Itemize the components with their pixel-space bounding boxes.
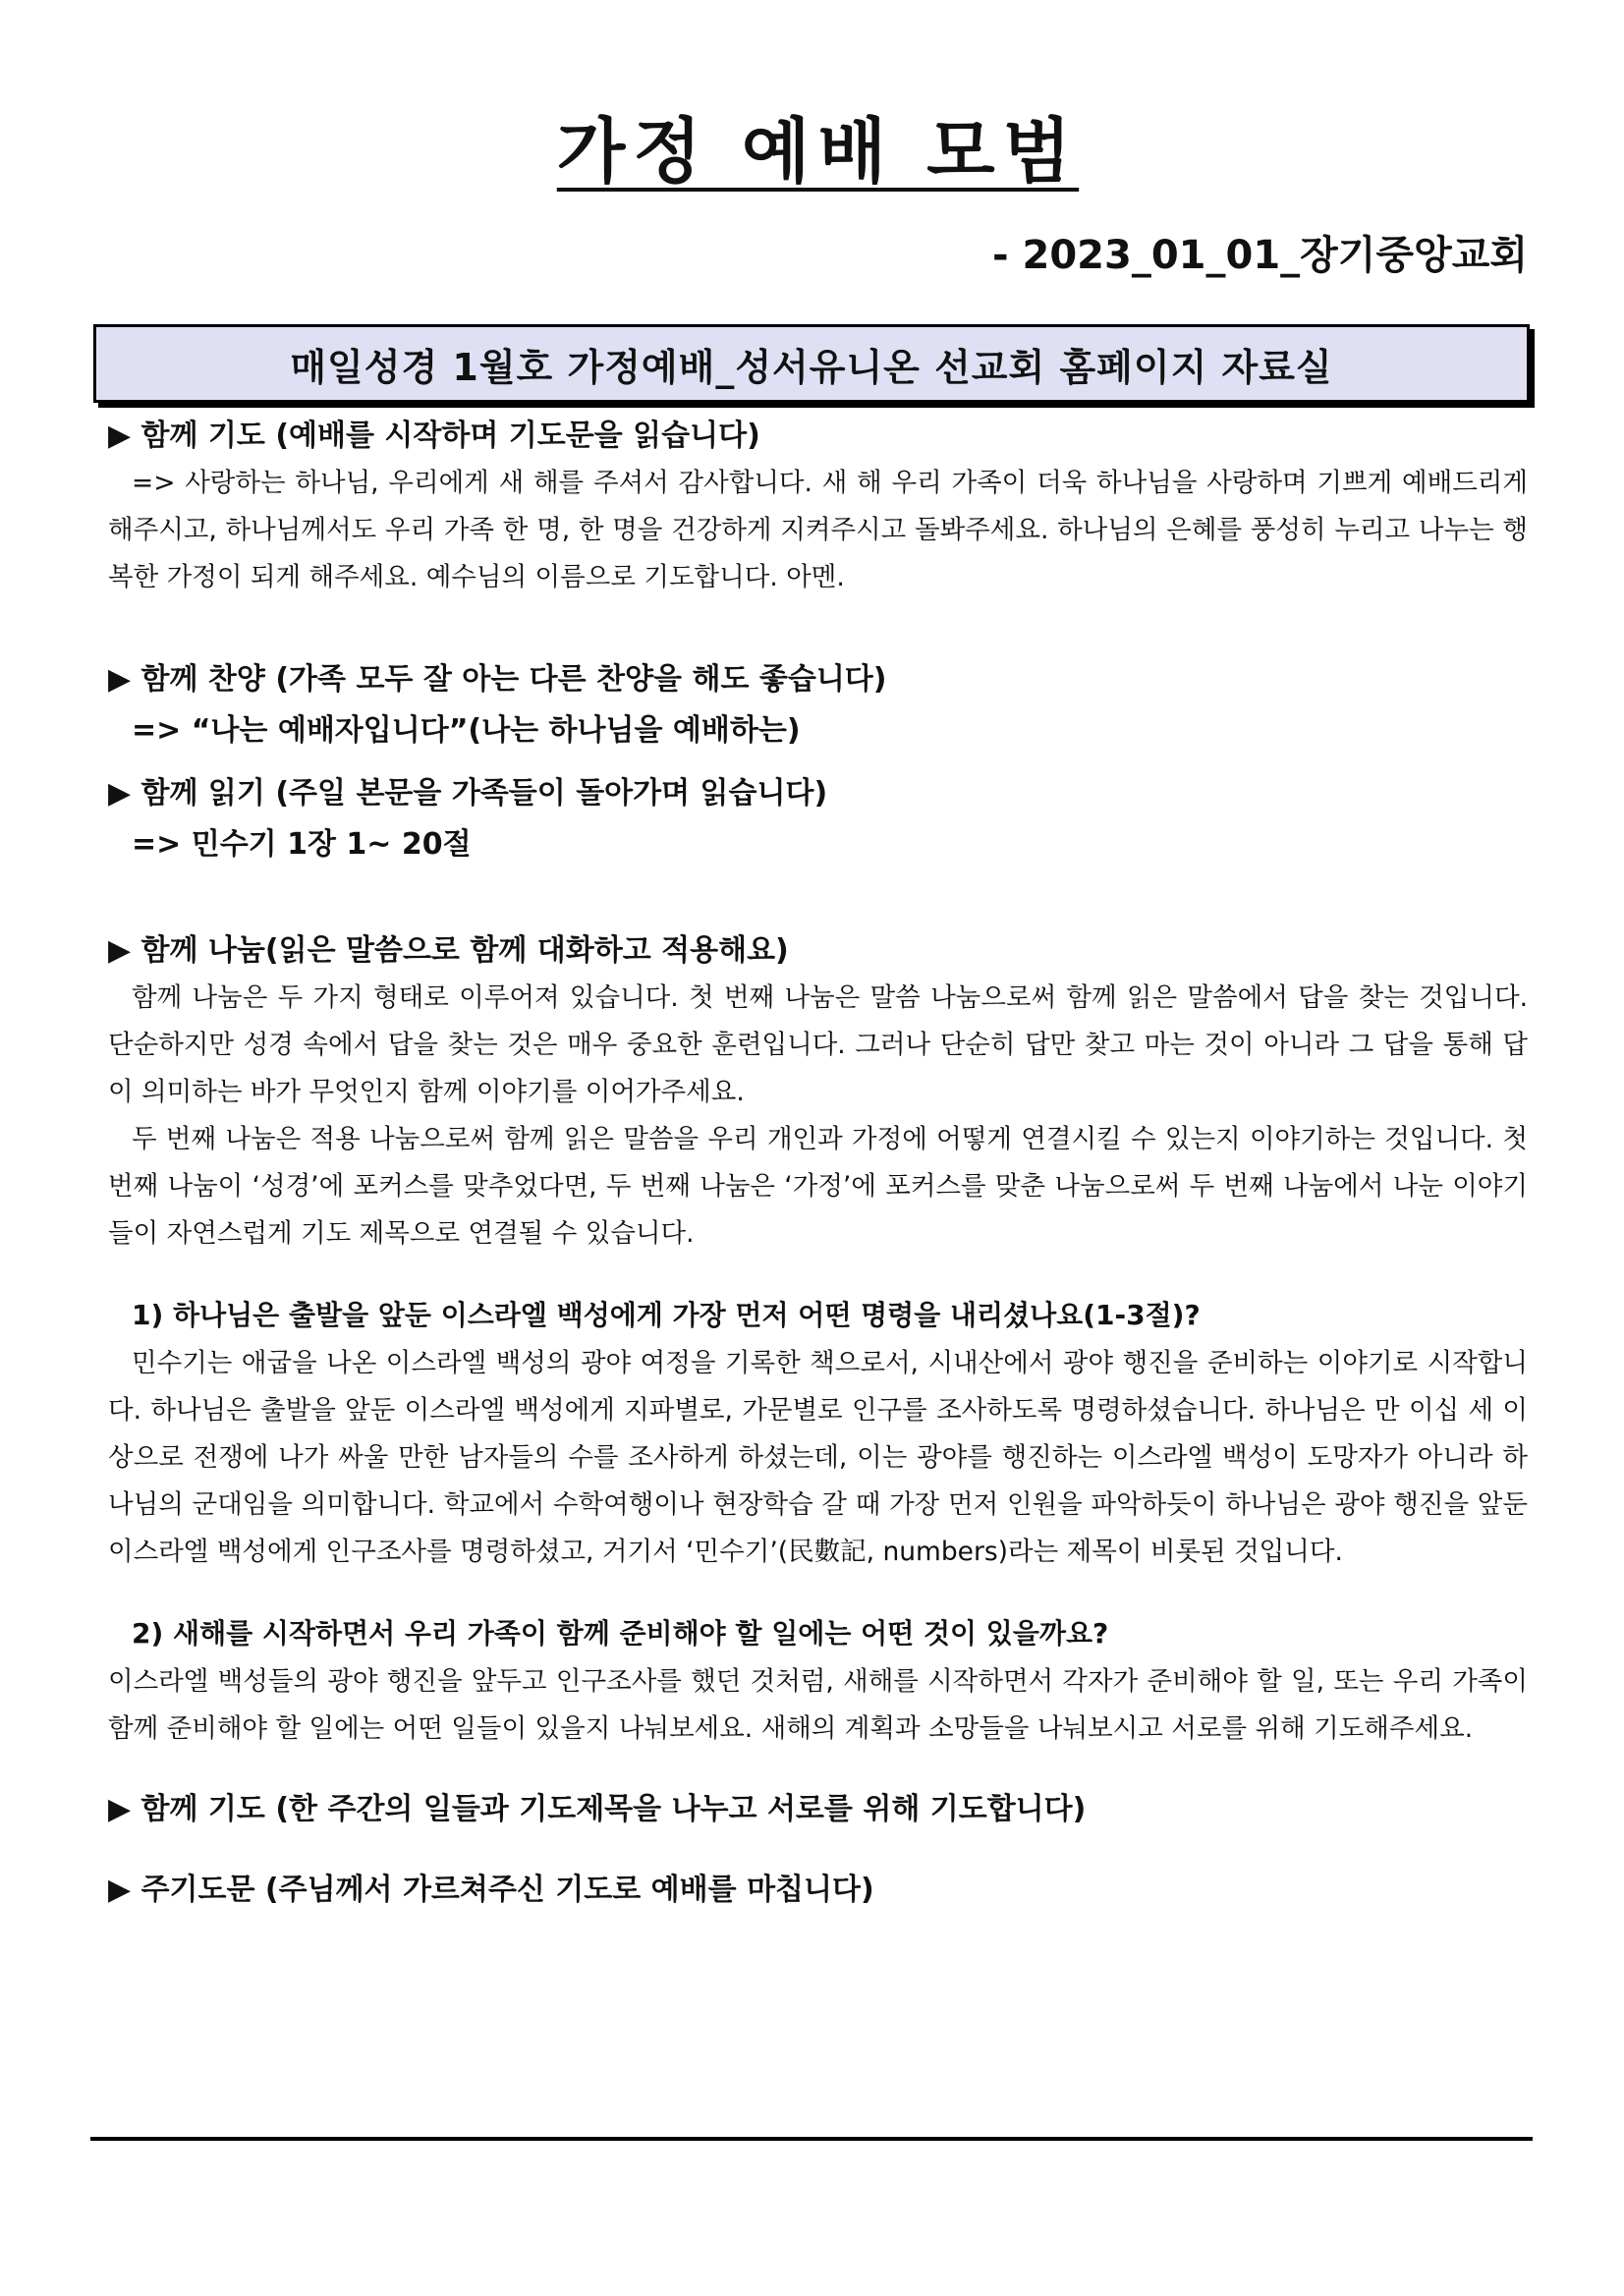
- question-2-heading: 2) 새해를 시작하면서 우리 가족이 함께 준비해야 할 일에는 어떤 것이 있을까요?: [132, 1617, 1109, 1650]
- section-heading-closing-prayer: ▶ 함께 기도 (한 주간의 일들과 기도제목을 나누고 서로를 위해 기도합니다): [108, 1792, 1087, 1826]
- section-heading-reading: ▶ 함께 읽기 (주일 본문을 가족들이 돌아가며 읽습니다): [108, 776, 828, 811]
- reading-passage: => 민수기 1장 1~ 20절: [132, 827, 472, 862]
- sharing-paragraph-1: 함께 나눔은 두 가지 형태로 이루어져 있습니다. 첫 번째 나눔은 말씀 나눔으로써 함께 읽은 말씀에서 답을 찾는 것입니다. 단순하지만 성경 속에서 답을 찾는 것은 매우 중요한 훈련입니다. 그러나 단순히 답만 찾고 마는 것이 아니라 그 답을 통해 답이 의미하는 바가 무엇인지 함께 이야기를 이어가주세요.: [108, 982, 1528, 1107]
- section-heading-praise: ▶ 함께 찬양 (가족 모두 잘 아는 다른 찬양을 해도 좋습니다): [108, 662, 887, 697]
- document-page: [108, 0, 1528, 2296]
- document-date-church: - 2023_01_01_장기중앙교회: [991, 233, 1528, 278]
- bottom-divider: [90, 2137, 1533, 2141]
- document-title: 가정 예배 모범: [556, 110, 1080, 193]
- question-2-answer: 이스라엘 백성들의 광야 행진을 앞두고 인구조사를 했던 것처럼, 새해를 시작하면서 각자가 준비해야 할 일, 또는 우리 가족이 함께 준비해야 할 일에는 어떤 일들이 있을지 나눠보세요. 새해의 계획과 소망들을 나눠보시고 서로를 위해 기도해주세요.: [108, 1666, 1528, 1744]
- section-heading-sharing: ▶ 함께 나눔(읽은 말씀으로 함께 대화하고 적용해요): [108, 933, 789, 968]
- question-1-heading: 1) 하나님은 출발을 앞둔 이스라엘 백성에게 가장 먼저 어떤 명령을 내리셨나요(1-3절)?: [132, 1299, 1201, 1331]
- question-1-answer: 민수기는 애굽을 나온 이스라엘 백성의 광야 여정을 기록한 책으로서, 시내산에서 광야 행진을 준비하는 이야기로 시작합니다. 하나님은 출발을 앞둔 이스라엘 백성에게 지파별로, 가문별로 인구를 조사하도록 명령하셨습니다. 하나님은 만 이십 세 이상으로 전쟁에 나가 싸울 만한 남자들의 수를 조사하게 하셨는데, 이는 광야를 행진하는 이스라엘 백성이 도망자가 아니라 하나님의 군대임을 의미합니다. 학교에서 수학여행이나 현장학습 갈 때 가장 먼저 인원을 파악하듯이 하나님은 광야 행진을 앞둔 이스라엘 백성에게 인구조사를 명령하셨고, 거기서 ‘민수기’(民數記, numbers)라는 제목이 비롯된 것입니다.: [108, 1348, 1528, 1567]
- source-banner: 매일성경 1월호 가정예배_성서유니온 선교회 홈페이지 자료실: [93, 324, 1530, 403]
- section-heading-prayer: ▶ 함께 기도 (예배를 시작하며 기도문을 읽습니다): [108, 419, 760, 453]
- document-body: [108, 413, 1528, 1914]
- praise-song: => “나는 예배자입니다”(나는 하나님을 예배하는): [132, 713, 801, 748]
- section-heading-lords-prayer: ▶ 주기도문 (주님께서 가르쳐주신 기도로 예배를 마칩니다): [108, 1873, 874, 1907]
- prayer-text: => 사랑하는 하나님, 우리에게 새 해를 주셔서 감사합니다. 새 해 우리 가족이 더욱 하나님을 사랑하며 기쁘게 예배드리게 해주시고, 하나님께서도 우리 가족 한 명, 한 명을 건강하게 지켜주시고 돌봐주세요. 하나님의 은혜를 풍성히 누리고 나누는 행복한 가정이 되게 해주세요. 예수님의 이름으로 기도합니다. 아멘.: [108, 468, 1528, 592]
- sharing-paragraph-2: 두 번째 나눔은 적용 나눔으로써 함께 읽은 말씀을 우리 개인과 가정에 어떻게 연결시킬 수 있는지 이야기하는 것입니다. 첫 번째 나눔이 ‘성경’에 포커스를 맞추었다면, 두 번째 나눔은 ‘가정’에 포커스를 맞춘 나눔으로써 두 번째 나눔에서 나눈 이야기들이 자연스럽게 기도 제목으로 연결될 수 있습니다.: [108, 1124, 1528, 1249]
